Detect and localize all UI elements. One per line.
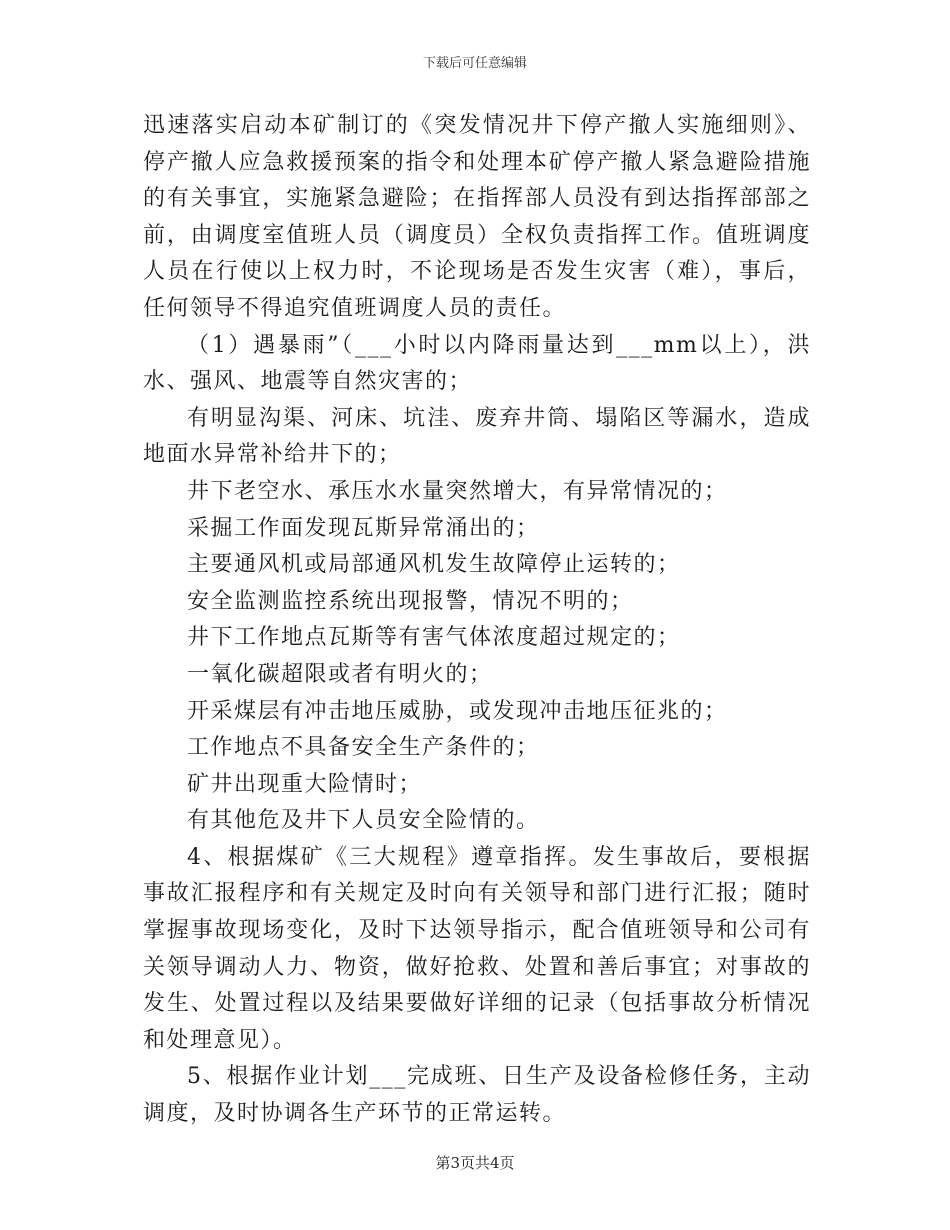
page-number: 第3页共4页 xyxy=(435,1154,515,1172)
page-header: 下载后可任意编辑 xyxy=(422,56,527,71)
paragraph-item-fan-failure: 主要通风机或局部通风机发生故障停止运转的； xyxy=(187,552,681,578)
paragraph-item-co-fire: 一氧化碳超限或者有明火的； xyxy=(187,661,493,687)
paragraph-item-monitoring-alarm: 安全监测监控系统出现报警，情况不明的； xyxy=(187,588,634,614)
paragraph-item-unsafe-site: 工作地点不具备安全生产条件的； xyxy=(187,735,540,761)
paragraph-item-surface-water: 有明显沟渠、河床、坑洼、废弃井筒、塌陷区等漏水，造成地面水异常补给井下的； xyxy=(143,405,811,468)
paragraph-item-rainstorm: （1）遇暴雨”（___小时以内降雨量达到___mm以上），洪水、强风、地震等自然灾害的； xyxy=(143,332,811,395)
document-body xyxy=(143,108,811,1133)
paragraph-item-other-danger: 有其他危及井下人员安全险情的。 xyxy=(187,808,540,834)
paragraph-item-old-goaf-water: 井下老空水、承压水水量突然增大，有异常情况的； xyxy=(187,478,728,504)
paragraph-item-rock-burst: 开采煤层有冲击地压威胁，或发现冲击地压征兆的； xyxy=(187,698,728,724)
paragraph-section-5: 5、根据作业计划___完成班、日生产及设备检修任务，主动调度，及时协调各生产环节的正常运转。 xyxy=(143,1064,811,1127)
paragraph-evacuation: 迅速落实启动本矿制订的《突发情况井下停产撤人实施细则》、停产撤人应急救援预案的指令和处理本矿停产撤人紧急避险措施的有关事宜，实施紧急避险；在指挥部人员没有到达指挥部部之前，由调度室值班人员（调度员）全权负责指挥工作。值班调度人员在行使以上权力时，不论现场是否发生灾害（难），事后，任何领导不得追究值班调度人员的责任。 xyxy=(143,113,811,321)
paragraph-item-harmful-gas: 井下工作地点瓦斯等有害气体浓度超过规定的； xyxy=(187,625,681,651)
paragraph-item-major-danger: 矿井出现重大险情时； xyxy=(187,771,423,797)
paragraph-section-4: 4、根据煤矿《三大规程》遵章指挥。发生事故后，要根据事故汇报程序和有关规定及时向有关领导和部门进行汇报；随时掌握事故现场变化，及时下达领导指示，配合值班领导和公司有关领导调动人力、物资，做好抢救、处置和善后事宜；对事故的发生、处置过程以及结果要做好详细的记录（包括事故分析情况和处理意见）。 xyxy=(143,844,811,1053)
paragraph-item-gas-outburst: 采掘工作面发现瓦斯异常涌出的； xyxy=(187,515,540,541)
